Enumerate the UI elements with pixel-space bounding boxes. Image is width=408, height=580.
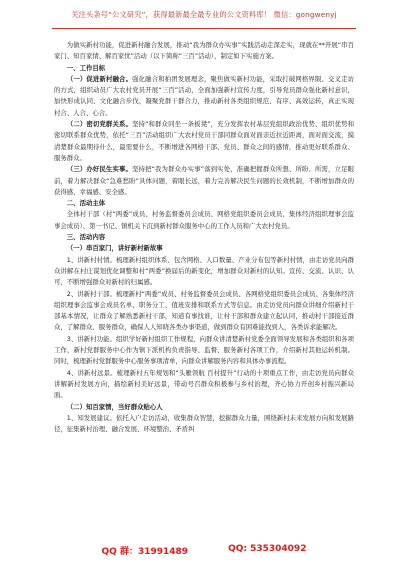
footer-qq-group: QQ 群：31991489 [101,547,189,557]
content-1-item-1: 1、讲新村村情。梳理新村组织体系、包含网格、人口数量、产业分布包等新村村情，由走访党员向群众讲解在村庄谋划优化调整和村“两委”换届后的新变化，增加群众对新村的认知。宣传、交流、认识、认可，不断增强群众对新村的归属感。 [54,255,354,287]
content-1-item-3: 3、讲新村功能。组织学好新村组织工作规程，向群众讲清楚新村党委全面领导发展和各类组织和各项工作，新村党群服务中心作为镇下派机构负责指导、监督、服务新村各项工作，介绍新村其他运转机制。同时，梳理新村党群服务中心服务事项清单，向群众讲解服务内容和具体办事流程。 [54,334,354,366]
section-heading-subject: 二、活动主体 [66,199,106,208]
goal-3-title: （三）办好民生实事。 [66,165,133,174]
section-heading-goal: 一、工作目标 [66,63,106,72]
goal-3-text: 坚持把“我为群众办实事”落到实处，准确把握群众所想、所盼、所需，立足眼前，着力解决群众“急难愁盼”具体问题，着眼长远，着力完善解决民生问题的长效机制，不断增加群众的获得感、幸福感、安全感。 [54,165,355,196]
goal-2-text: 坚持“和群众同坐一条板凳”，充分发挥农村基层党组织政治优势、组织优势和密切联系群众优势，依托“三百”活动组织广大农村党员干部同群众面对面亲近拉近距离，面对面交流，摸清楚群众最期待什么，最需要什么，不断增进各网格干部、党员、群众之间的感情，推动更好联系群众、服务群众。 [54,120,355,162]
footer-qq: QQ: 535304092 [228,544,307,554]
goal-1-paragraph [54,74,354,119]
section-heading-content: 三、活动内容 [66,233,106,242]
document-body [54,40,354,435]
content-2-title: （二）知百家情，当好群众贴心人 [66,402,163,411]
goal-1-title: （一）促进新村融合。 [66,74,133,83]
goal-1-text: 强化融合和拍团发展理念，聚焦做实新村功能，采取打破网格界限、交叉走访的方式，组织动员广大农村党员开展“三百”活动，全面加强新村宣传力度，引导党员群众强化新村意识，加快形成认同、文化融合步伐，凝聚党群干群合力，推动新村各类组织规范、有序、高效运转，真正实现村合、人合、心合。 [54,74,355,117]
top-rule [52,28,356,29]
content-2-item-1: 1、知发展建议。依托入户走访活动，收集群众智慧，挖掘群众力量，围绕新村未来发展方向和发展路径，征集新村治理、融合发展、环境整治、矛盾纠 [54,413,354,434]
goal-2-paragraph [54,119,354,164]
intro-paragraph: 为做实新村功能，促进新村融合发展，推动“我为群众办实事”实践活动走深走实，现就在**开展“串百家门、知百家情、解百家忧”活动（以下简称“三百”活动），制定如下实施方案。 [54,41,354,61]
subject-paragraph: 全体村干部（村“两委”成员、村务监督委员会成员、网格党组织委员会成员、集体经济组织理事会监事会成员）、第一书记、镇机关下沉到新村群众服务中心的工作人员和广大农村党员。 [54,210,354,230]
content-1-title: （一）串百家门，讲好新村新故事 [66,244,163,253]
content-1-item-4: 4、讲新村远景。梳理新村五年规划和“头雁领航 百村提升”行动的十项重点工作，由走访党员向群众讲解新村发展方向，描绘新村美好远景，带动号召群众积极参与乡村治理，齐心协力开创乡村振兴新局面。 [54,368,354,400]
goal-2-title: （二）密切党群关系。 [66,120,133,129]
footer [0,544,408,562]
content-1-item-2: 2、讲新村干部。梳理新村“两委”成员、村务监督委员会成员、各网格党组织委员会成员、各集体经济组织理事会监事会成员名单、职务分工、值班安排和联系方式等信息。由走访党员向群众讲细介绍新村干部基本情况，让群众了解熟悉新村干部，知道有事找谁，让村干部和群众建立起认同，推动村干部接近群众，了解群众、服务群众，确保人人知晓各类办事渠道，做到群众有困难能找到人，各类诉求能解决。 [54,289,354,332]
top-banner: 关注头条号“公文研究”，获得最新最全最专业的公文资料库！ 微信：gongwenyj [71,10,337,19]
goal-3-paragraph [54,164,354,198]
